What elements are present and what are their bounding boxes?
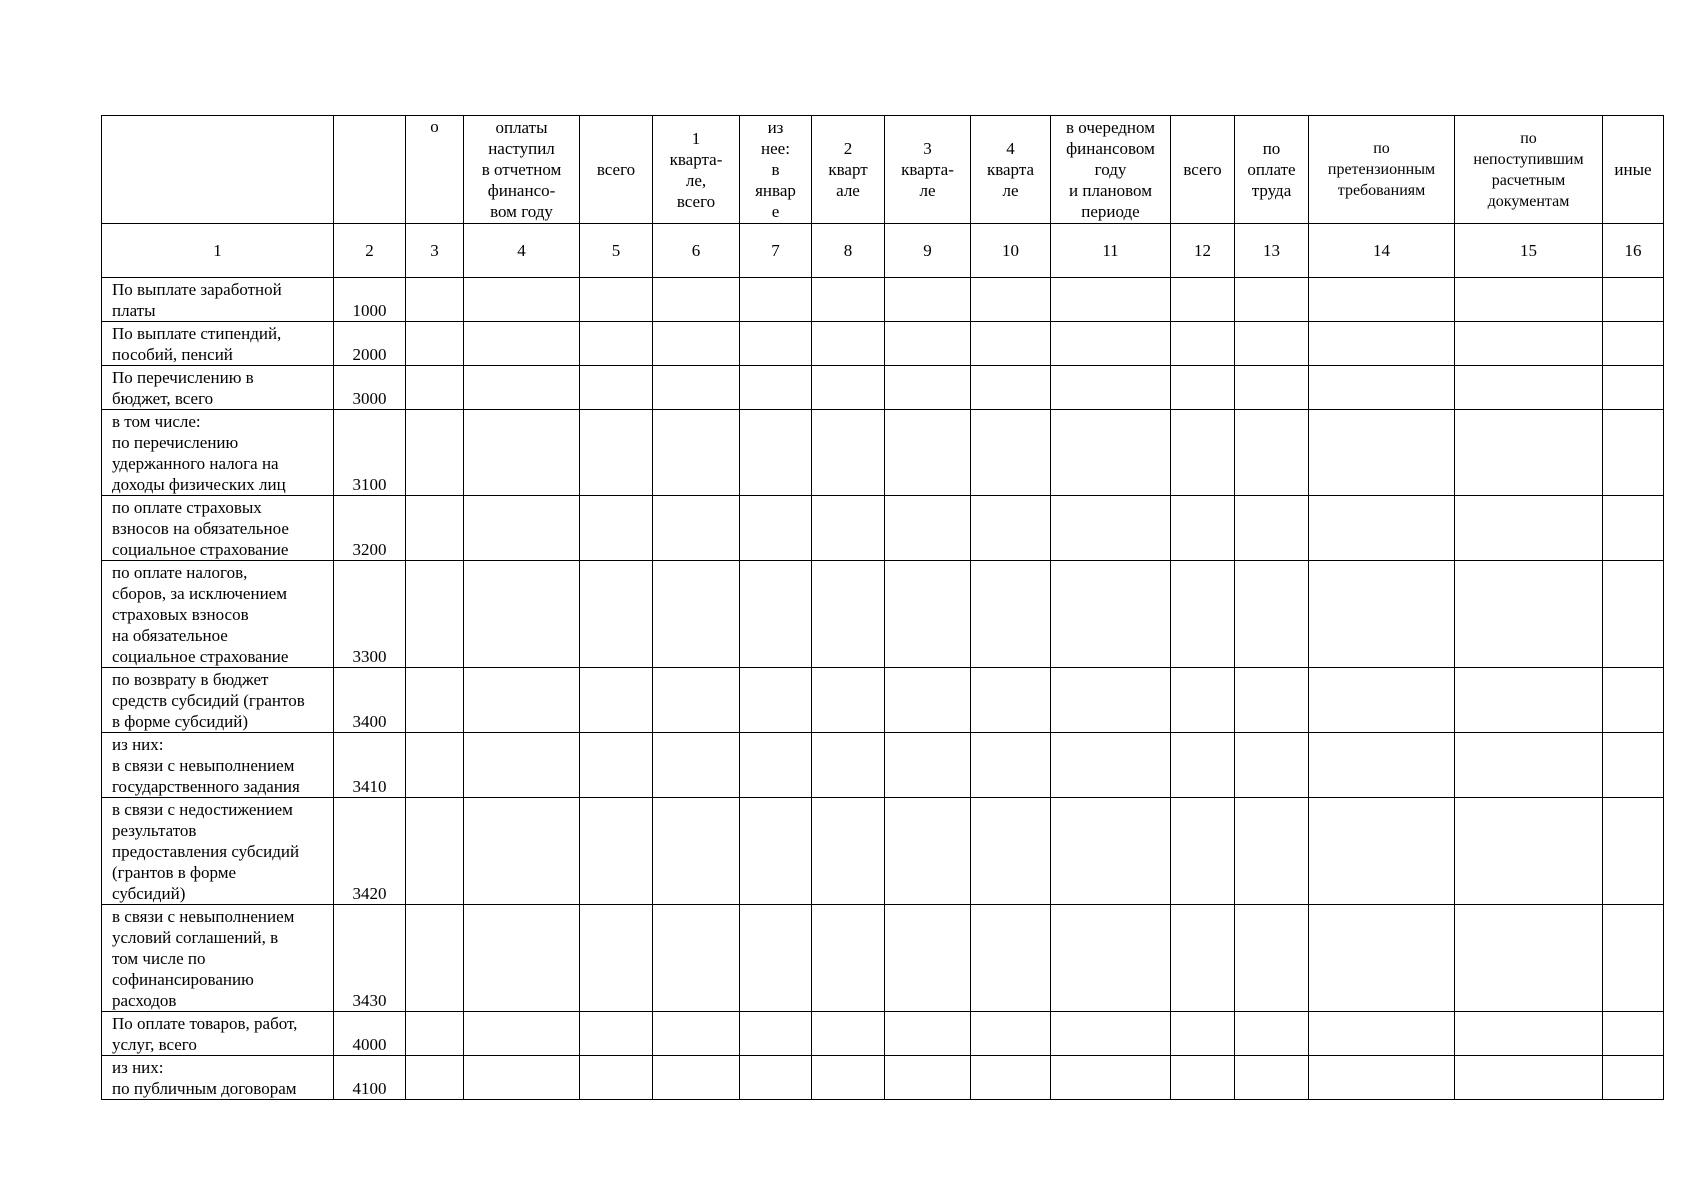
table-row — [102, 561, 1664, 668]
amount-cell-col-13 — [1235, 496, 1309, 561]
row-name: из них: по публичным договорам — [102, 1056, 334, 1100]
amount-cell-col-11 — [1051, 496, 1171, 561]
amount-cell-col-13 — [1235, 798, 1309, 905]
amount-cell-col-9 — [885, 798, 971, 905]
amount-cell-col-6 — [653, 905, 740, 1012]
column-number-3: 3 — [406, 224, 464, 278]
amount-cell-col-6 — [653, 798, 740, 905]
amount-cell-col-11 — [1051, 668, 1171, 733]
row-code: 1000 — [334, 278, 406, 322]
amount-cell-col-10 — [971, 668, 1051, 733]
column-number-1: 1 — [102, 224, 334, 278]
table-row — [102, 798, 1664, 905]
amount-cell-col-8 — [812, 366, 885, 410]
amount-cell-col-5 — [580, 496, 653, 561]
column-number-8: 8 — [812, 224, 885, 278]
amount-cell-col-8 — [812, 905, 885, 1012]
amount-cell-col-3 — [406, 366, 464, 410]
row-name: По оплате товаров, работ, услуг, всего — [102, 1012, 334, 1056]
amount-cell-col-3 — [406, 733, 464, 798]
amount-cell-col-5 — [580, 798, 653, 905]
table-row — [102, 366, 1664, 410]
amount-cell-col-4 — [464, 561, 580, 668]
amount-cell-col-11 — [1051, 322, 1171, 366]
table-row — [102, 410, 1664, 496]
amount-cell-col-6 — [653, 1012, 740, 1056]
header-cell-4: оплаты наступил в отчетном финансо- вом году — [464, 116, 580, 224]
amount-cell-col-6 — [653, 278, 740, 322]
column-number-11: 11 — [1051, 224, 1171, 278]
amount-cell-col-9 — [885, 322, 971, 366]
amount-cell-col-10 — [971, 278, 1051, 322]
row-name: по оплате страховых взносов на обязательное социальное страхование — [102, 496, 334, 561]
amount-cell-col-4 — [464, 733, 580, 798]
amount-cell-col-5 — [580, 322, 653, 366]
header-cell-7: из нее: в январ е — [740, 116, 812, 224]
header-cell-15: по непоступившим расчетным документам — [1455, 116, 1603, 224]
amount-cell-col-13 — [1235, 322, 1309, 366]
row-code: 3430 — [334, 905, 406, 1012]
amount-cell-col-13 — [1235, 668, 1309, 733]
amount-cell-col-15 — [1455, 1056, 1603, 1100]
amount-cell-col-16 — [1603, 322, 1664, 366]
amount-cell-col-9 — [885, 278, 971, 322]
amount-cell-col-9 — [885, 366, 971, 410]
amount-cell-col-3 — [406, 798, 464, 905]
amount-cell-col-8 — [812, 1012, 885, 1056]
row-code: 3420 — [334, 798, 406, 905]
amount-cell-col-4 — [464, 905, 580, 1012]
amount-cell-col-12 — [1171, 322, 1235, 366]
amount-cell-col-3 — [406, 1056, 464, 1100]
amount-cell-col-6 — [653, 366, 740, 410]
amount-cell-col-14 — [1309, 561, 1455, 668]
amount-cell-col-7 — [740, 1056, 812, 1100]
row-name: По перечислению в бюджет, всего — [102, 366, 334, 410]
amount-cell-col-7 — [740, 561, 812, 668]
amount-cell-col-5 — [580, 410, 653, 496]
amount-cell-col-11 — [1051, 1012, 1171, 1056]
amount-cell-col-8 — [812, 1056, 885, 1100]
amount-cell-col-9 — [885, 1012, 971, 1056]
amount-cell-col-8 — [812, 733, 885, 798]
amount-cell-col-5 — [580, 366, 653, 410]
column-number-2: 2 — [334, 224, 406, 278]
header-cell-3: о — [406, 116, 464, 224]
amount-cell-col-8 — [812, 322, 885, 366]
amount-cell-col-15 — [1455, 668, 1603, 733]
amount-cell-col-10 — [971, 798, 1051, 905]
amount-cell-col-12 — [1171, 668, 1235, 733]
amount-cell-col-10 — [971, 1056, 1051, 1100]
header-cell-10: 4 кварта ле — [971, 116, 1051, 224]
amount-cell-col-15 — [1455, 733, 1603, 798]
column-number-6: 6 — [653, 224, 740, 278]
amount-cell-col-6 — [653, 733, 740, 798]
row-name: из них: в связи с невыполнением государственного задания — [102, 733, 334, 798]
amount-cell-col-16 — [1603, 278, 1664, 322]
amount-cell-col-6 — [653, 410, 740, 496]
amount-cell-col-10 — [971, 410, 1051, 496]
amount-cell-col-13 — [1235, 366, 1309, 410]
amount-cell-col-4 — [464, 278, 580, 322]
amount-cell-col-15 — [1455, 278, 1603, 322]
column-number-7: 7 — [740, 224, 812, 278]
header-cell-5: всего — [580, 116, 653, 224]
row-name: в связи с недостижением результатов предоставления субсидий (грантов в форме субсидий) — [102, 798, 334, 905]
header-row — [102, 116, 1664, 224]
row-name: по возврату в бюджет средств субсидий (грантов в форме субсидий) — [102, 668, 334, 733]
amount-cell-col-15 — [1455, 366, 1603, 410]
amount-cell-col-4 — [464, 496, 580, 561]
table-row — [102, 733, 1664, 798]
amount-cell-col-14 — [1309, 668, 1455, 733]
amount-cell-col-13 — [1235, 905, 1309, 1012]
amount-cell-col-4 — [464, 410, 580, 496]
amount-cell-col-11 — [1051, 733, 1171, 798]
amount-cell-col-5 — [580, 668, 653, 733]
amount-cell-col-10 — [971, 561, 1051, 668]
table-row — [102, 278, 1664, 322]
amount-cell-col-10 — [971, 905, 1051, 1012]
amount-cell-col-4 — [464, 1056, 580, 1100]
amount-cell-col-6 — [653, 561, 740, 668]
amount-cell-col-5 — [580, 905, 653, 1012]
amount-cell-col-9 — [885, 668, 971, 733]
row-code: 3100 — [334, 410, 406, 496]
amount-cell-col-9 — [885, 733, 971, 798]
amount-cell-col-9 — [885, 1056, 971, 1100]
amount-cell-col-7 — [740, 905, 812, 1012]
amount-cell-col-14 — [1309, 322, 1455, 366]
amount-cell-col-15 — [1455, 798, 1603, 905]
amount-cell-col-4 — [464, 322, 580, 366]
table-row — [102, 1056, 1664, 1100]
amount-cell-col-15 — [1455, 496, 1603, 561]
amount-cell-col-16 — [1603, 733, 1664, 798]
row-code: 4000 — [334, 1012, 406, 1056]
amount-cell-col-14 — [1309, 798, 1455, 905]
amount-cell-col-3 — [406, 410, 464, 496]
column-number-5: 5 — [580, 224, 653, 278]
amount-cell-col-7 — [740, 366, 812, 410]
amount-cell-col-16 — [1603, 366, 1664, 410]
amount-cell-col-7 — [740, 733, 812, 798]
table-row — [102, 322, 1664, 366]
amount-cell-col-9 — [885, 410, 971, 496]
amount-cell-col-13 — [1235, 1056, 1309, 1100]
amount-cell-col-3 — [406, 1012, 464, 1056]
amount-cell-col-15 — [1455, 322, 1603, 366]
amount-cell-col-5 — [580, 733, 653, 798]
amount-cell-col-13 — [1235, 561, 1309, 668]
amount-cell-col-12 — [1171, 905, 1235, 1012]
amount-cell-col-11 — [1051, 905, 1171, 1012]
header-cell-16: иные — [1603, 116, 1664, 224]
amount-cell-col-16 — [1603, 410, 1664, 496]
amount-cell-col-7 — [740, 798, 812, 905]
table-row — [102, 496, 1664, 561]
amount-cell-col-10 — [971, 496, 1051, 561]
amount-cell-col-16 — [1603, 668, 1664, 733]
row-name: в связи с невыполнением условий соглашений, в том числе по софинансированию расходов — [102, 905, 334, 1012]
amount-cell-col-15 — [1455, 905, 1603, 1012]
amount-cell-col-6 — [653, 1056, 740, 1100]
amount-cell-col-15 — [1455, 561, 1603, 668]
amount-cell-col-14 — [1309, 366, 1455, 410]
amount-cell-col-5 — [580, 561, 653, 668]
row-code: 2000 — [334, 322, 406, 366]
amount-cell-col-13 — [1235, 733, 1309, 798]
column-number-9: 9 — [885, 224, 971, 278]
header-cell-1 — [102, 116, 334, 224]
row-code: 3200 — [334, 496, 406, 561]
amount-cell-col-12 — [1171, 410, 1235, 496]
header-cell-6: 1 кварта- ле, всего — [653, 116, 740, 224]
amount-cell-col-3 — [406, 561, 464, 668]
table-row — [102, 1012, 1664, 1056]
amount-cell-col-3 — [406, 905, 464, 1012]
amount-cell-col-8 — [812, 561, 885, 668]
amount-cell-col-12 — [1171, 1012, 1235, 1056]
row-code: 3410 — [334, 733, 406, 798]
column-number-4: 4 — [464, 224, 580, 278]
amount-cell-col-14 — [1309, 278, 1455, 322]
row-name: по оплате налогов, сборов, за исключением страховых взносов на обязательное социальное страхование — [102, 561, 334, 668]
amount-cell-col-15 — [1455, 410, 1603, 496]
amount-cell-col-14 — [1309, 733, 1455, 798]
amount-cell-col-3 — [406, 668, 464, 733]
row-code: 3000 — [334, 366, 406, 410]
column-number-10: 10 — [971, 224, 1051, 278]
amount-cell-col-4 — [464, 366, 580, 410]
amount-cell-col-4 — [464, 668, 580, 733]
amount-cell-col-10 — [971, 1012, 1051, 1056]
amount-cell-col-3 — [406, 322, 464, 366]
amount-cell-col-7 — [740, 1012, 812, 1056]
amount-cell-col-8 — [812, 410, 885, 496]
amount-cell-col-14 — [1309, 496, 1455, 561]
amount-cell-col-7 — [740, 668, 812, 733]
amount-cell-col-16 — [1603, 1056, 1664, 1100]
amount-cell-col-13 — [1235, 1012, 1309, 1056]
row-name: По выплате стипендий, пособий, пенсий — [102, 322, 334, 366]
table-row — [102, 668, 1664, 733]
amount-cell-col-9 — [885, 496, 971, 561]
amount-cell-col-11 — [1051, 278, 1171, 322]
header-cell-9: 3 кварта- ле — [885, 116, 971, 224]
amount-cell-col-6 — [653, 668, 740, 733]
row-name: в том числе: по перечислению удержанного налога на доходы физических лиц — [102, 410, 334, 496]
amount-cell-col-14 — [1309, 1056, 1455, 1100]
column-number-16: 16 — [1603, 224, 1664, 278]
amount-cell-col-6 — [653, 322, 740, 366]
amount-cell-col-13 — [1235, 278, 1309, 322]
amount-cell-col-9 — [885, 905, 971, 1012]
amount-cell-col-12 — [1171, 798, 1235, 905]
column-number-row — [102, 224, 1664, 278]
amount-cell-col-5 — [580, 278, 653, 322]
header-cell-2 — [334, 116, 406, 224]
amount-cell-col-14 — [1309, 1012, 1455, 1056]
amount-cell-col-8 — [812, 496, 885, 561]
amount-cell-col-4 — [464, 1012, 580, 1056]
amount-cell-col-7 — [740, 322, 812, 366]
amount-cell-col-16 — [1603, 905, 1664, 1012]
amount-cell-col-16 — [1603, 561, 1664, 668]
amount-cell-col-12 — [1171, 496, 1235, 561]
row-name: По выплате заработной платы — [102, 278, 334, 322]
amount-cell-col-16 — [1603, 798, 1664, 905]
amount-cell-col-8 — [812, 278, 885, 322]
row-code: 3400 — [334, 668, 406, 733]
amount-cell-col-8 — [812, 798, 885, 905]
amount-cell-col-13 — [1235, 410, 1309, 496]
column-number-12: 12 — [1171, 224, 1235, 278]
amount-cell-col-11 — [1051, 410, 1171, 496]
column-number-13: 13 — [1235, 224, 1309, 278]
amount-cell-col-14 — [1309, 905, 1455, 1012]
amount-cell-col-16 — [1603, 496, 1664, 561]
amount-cell-col-7 — [740, 278, 812, 322]
amount-cell-col-12 — [1171, 1056, 1235, 1100]
amount-cell-col-10 — [971, 322, 1051, 366]
column-number-15: 15 — [1455, 224, 1603, 278]
header-cell-11: в очередном финансовом году и плановом периоде — [1051, 116, 1171, 224]
amount-cell-col-11 — [1051, 1056, 1171, 1100]
amount-cell-col-10 — [971, 366, 1051, 410]
header-cell-12: всего — [1171, 116, 1235, 224]
amount-cell-col-11 — [1051, 798, 1171, 905]
header-cell-8: 2 кварт але — [812, 116, 885, 224]
header-cell-14: по претензионным требованиям — [1309, 116, 1455, 224]
amount-cell-col-12 — [1171, 733, 1235, 798]
amount-cell-col-9 — [885, 561, 971, 668]
amount-cell-col-14 — [1309, 410, 1455, 496]
amount-cell-col-3 — [406, 496, 464, 561]
amount-cell-col-11 — [1051, 366, 1171, 410]
report-table — [101, 115, 1664, 1100]
amount-cell-col-11 — [1051, 561, 1171, 668]
row-code: 3300 — [334, 561, 406, 668]
amount-cell-col-4 — [464, 798, 580, 905]
amount-cell-col-12 — [1171, 278, 1235, 322]
amount-cell-col-5 — [580, 1056, 653, 1100]
amount-cell-col-12 — [1171, 561, 1235, 668]
row-code: 4100 — [334, 1056, 406, 1100]
amount-cell-col-10 — [971, 733, 1051, 798]
amount-cell-col-5 — [580, 1012, 653, 1056]
amount-cell-col-12 — [1171, 366, 1235, 410]
amount-cell-col-7 — [740, 410, 812, 496]
amount-cell-col-16 — [1603, 1012, 1664, 1056]
header-cell-13: по оплате труда — [1235, 116, 1309, 224]
amount-cell-col-6 — [653, 496, 740, 561]
column-number-14: 14 — [1309, 224, 1455, 278]
amount-cell-col-3 — [406, 278, 464, 322]
amount-cell-col-7 — [740, 496, 812, 561]
amount-cell-col-15 — [1455, 1012, 1603, 1056]
amount-cell-col-8 — [812, 668, 885, 733]
table-row — [102, 905, 1664, 1012]
